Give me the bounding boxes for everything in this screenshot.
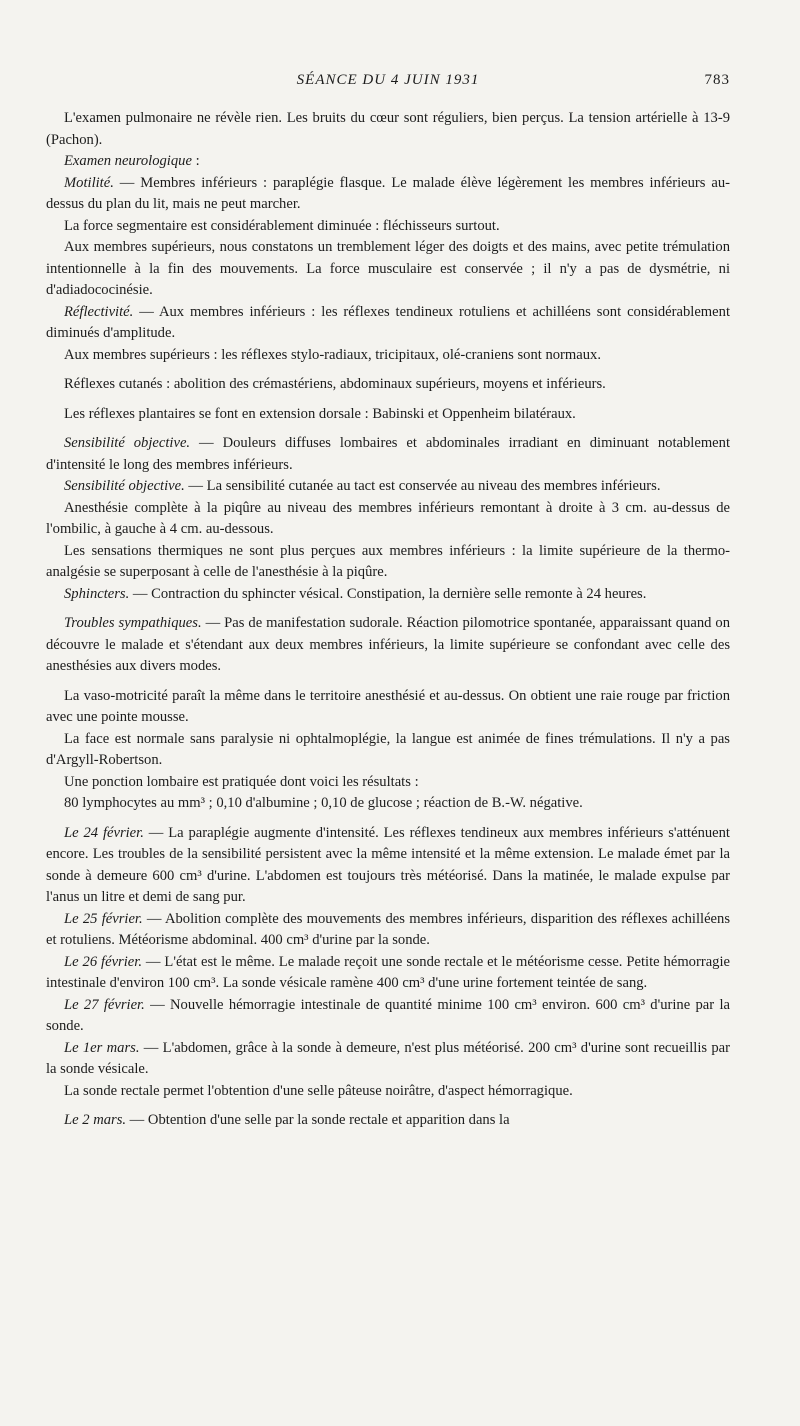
paragraph-text: — Abolition complète des mouvements des membres inférieurs, disparition des réflexes achilléens et rotuliens. Météorisme abdominal. 400 cm³ d'urine par la sonde. xyxy=(46,910,731,948)
paragraph-lead: Le 27 février. xyxy=(64,996,145,1013)
paragraph xyxy=(46,237,730,302)
paragraph xyxy=(46,498,730,541)
paragraph xyxy=(46,1038,730,1081)
paragraph xyxy=(46,1081,730,1103)
paragraph-lead: Sensibilité objective. xyxy=(64,478,185,494)
paragraph xyxy=(46,995,730,1038)
paragraph xyxy=(46,909,730,952)
paragraph-text: — Obtention d'une selle par la sonde rectale et apparition dans la xyxy=(126,1112,510,1128)
paragraph-text: — Douleurs diffuses lombaires et abdominales irradiant en diminuant notablement d'intensité le long des membres inférieurs. xyxy=(46,435,730,473)
paragraph-lead: Le 2 mars. xyxy=(64,1112,127,1128)
paragraph xyxy=(46,433,730,476)
paragraph-lead: Examen neurologique xyxy=(64,153,192,169)
paragraph xyxy=(46,613,730,678)
paragraph xyxy=(46,772,730,794)
paragraph-text: — Nouvelle hémorragie intestinale de quantité minime 100 cm³ environ. 600 cm³ d'urine par la sonde. xyxy=(46,996,730,1034)
page-header xyxy=(46,72,730,100)
paragraph-lead: Le 24 février. xyxy=(64,824,144,841)
paragraph-text: Anesthésie complète à la piqûre au niveau des membres inférieurs remontant à droite à 3 cm. au-dessus de l'ombilic, à gauche à 4 cm. au-dessous. xyxy=(46,499,730,537)
paragraph-text: L'examen pulmonaire ne révèle rien. Les bruits du cœur sont réguliers, bien perçus. La tension artérielle à 13-9 (Pachon). xyxy=(46,110,730,148)
paragraph xyxy=(46,952,730,995)
paragraph-text: — Contraction du sphincter vésical. Constipation, la dernière selle remonte à 24 heures. xyxy=(129,585,647,602)
paragraph xyxy=(46,151,730,173)
paragraph-lead: Motilité. xyxy=(64,174,114,191)
paragraph-text: — Membres inférieurs : paraplégie flasque. Le malade élève légèrement les membres inférieurs au-dessus du plan du lit, mais ne peut marcher. xyxy=(46,174,730,212)
paragraph-text: La force segmentaire est considérablement diminuée : fléchisseurs surtout. xyxy=(64,217,500,234)
paragraph xyxy=(46,108,730,151)
paragraph-lead: Réflectivité. xyxy=(64,303,134,320)
paragraph-text: Les sensations thermiques ne sont plus perçues aux membres inférieurs : la limite supérieure de la thermo-analgésie se superposant à celle de l'anesthésie à la piqûre. xyxy=(46,542,730,580)
paragraph-lead: Le 26 février. xyxy=(64,953,142,970)
paragraph-text: La vaso-motricité paraît la même dans le territoire anesthésié et au-dessus. On obtient une raie rouge par friction avec une pointe mousse. xyxy=(46,687,730,725)
paragraph xyxy=(46,476,730,498)
paragraph-text: — Aux membres inférieurs : les réflexes tendineux rotuliens et achilléens sont considérablement diminués d'amplitude. xyxy=(46,303,730,341)
paragraph-text: — Pas de manifestation sudorale. Réaction pilomotrice spontanée, apparaissant quand on découvre le malade et s'étendant aux deux membres inférieurs, la limite supérieure se confondant avec celle des anesthésies aux divers modes. xyxy=(46,615,731,674)
paragraph-text: Une ponction lombaire est pratiquée dont voici les résultats : xyxy=(64,773,419,790)
paragraph-text: Les réflexes plantaires se font en extension dorsale : Babinski et Oppenheim bilatéraux. xyxy=(64,405,576,422)
paragraph-text: La face est normale sans paralysie ni ophtalmoplégie, la langue est animée de fines trémulations. Il n'y a pas d'Argyll-Robertson. xyxy=(46,730,730,768)
paragraph xyxy=(46,541,730,584)
paragraph-text: Aux membres supérieurs, nous constatons un tremblement léger des doigts et des mains, avec petite trémulation intentionnelle à la fin des mouvements. La force musculaire est conservée ; il n'y a pas de dysmétrie, ni d'adiadococinésie. xyxy=(46,239,730,298)
paragraph xyxy=(46,345,730,367)
paragraph xyxy=(46,729,730,772)
paragraph-lead: Le 25 février. xyxy=(64,910,143,927)
paragraph-text: — L'état est le même. Le malade reçoit une sonde rectale et le météorisme cesse. Petite hémorragie intestinale d'environ 100 cm³. La sonde vésicale ramène 400 cm³ d'une urine fortement teintée de sang. xyxy=(46,953,730,991)
paragraph-lead: Troubles sympathiques. xyxy=(64,615,202,631)
paragraph xyxy=(46,173,730,216)
paragraph-text: — La sensibilité cutanée au tact est conservée au niveau des membres inférieurs. xyxy=(184,478,661,494)
document-body xyxy=(46,108,730,1132)
page-number: 783 xyxy=(704,72,730,88)
paragraph-lead: Le 1er mars. xyxy=(64,1039,140,1056)
paragraph-lead: Sensibilité objective. xyxy=(64,435,191,451)
paragraph xyxy=(46,302,730,345)
paragraph-text: 80 lymphocytes au mm³ ; 0,10 d'albumine ; 0,10 de glucose ; réaction de B.-W. négative. xyxy=(64,795,583,811)
paragraph xyxy=(46,686,730,729)
paragraph xyxy=(46,1110,730,1132)
paragraph xyxy=(46,584,730,606)
paragraph-text: : xyxy=(191,153,200,169)
paragraph xyxy=(46,793,730,815)
paragraph-text: — La paraplégie augmente d'intensité. Les réflexes tendineux aux membres inférieurs s'atténuent encore. Les troubles de la sensibilité persistent avec la même intensité et la même extension. Le malade émet par la sonde à demeure 600 cm³ d'urine. L'abdomen est toujours très météorisé. Dans la matinée, le malade expulse par l'anus un litre et demi de sang pur. xyxy=(46,824,730,905)
paragraph-text: La sonde rectale permet l'obtention d'une selle pâteuse noirâtre, d'aspect hémorragique. xyxy=(64,1082,573,1099)
paragraph xyxy=(46,216,730,238)
paragraph-text: — L'abdomen, grâce à la sonde à demeure, n'est plus météorisé. 200 cm³ d'urine sont recueillis par la sonde vésicale. xyxy=(46,1039,730,1077)
paragraph xyxy=(46,823,730,909)
paragraph-text: Aux membres supérieurs : les réflexes stylo-radiaux, tricipitaux, olé-craniens sont normaux. xyxy=(64,346,601,363)
paragraph xyxy=(46,374,730,396)
paragraph-text: Réflexes cutanés : abolition des crémastériens, abdominaux supérieurs, moyens et inférieurs. xyxy=(64,376,606,392)
paragraph xyxy=(46,404,730,426)
running-title: SÉANCE DU 4 JUIN 1931 xyxy=(296,72,480,88)
paragraph-lead: Sphincters. xyxy=(64,585,130,602)
